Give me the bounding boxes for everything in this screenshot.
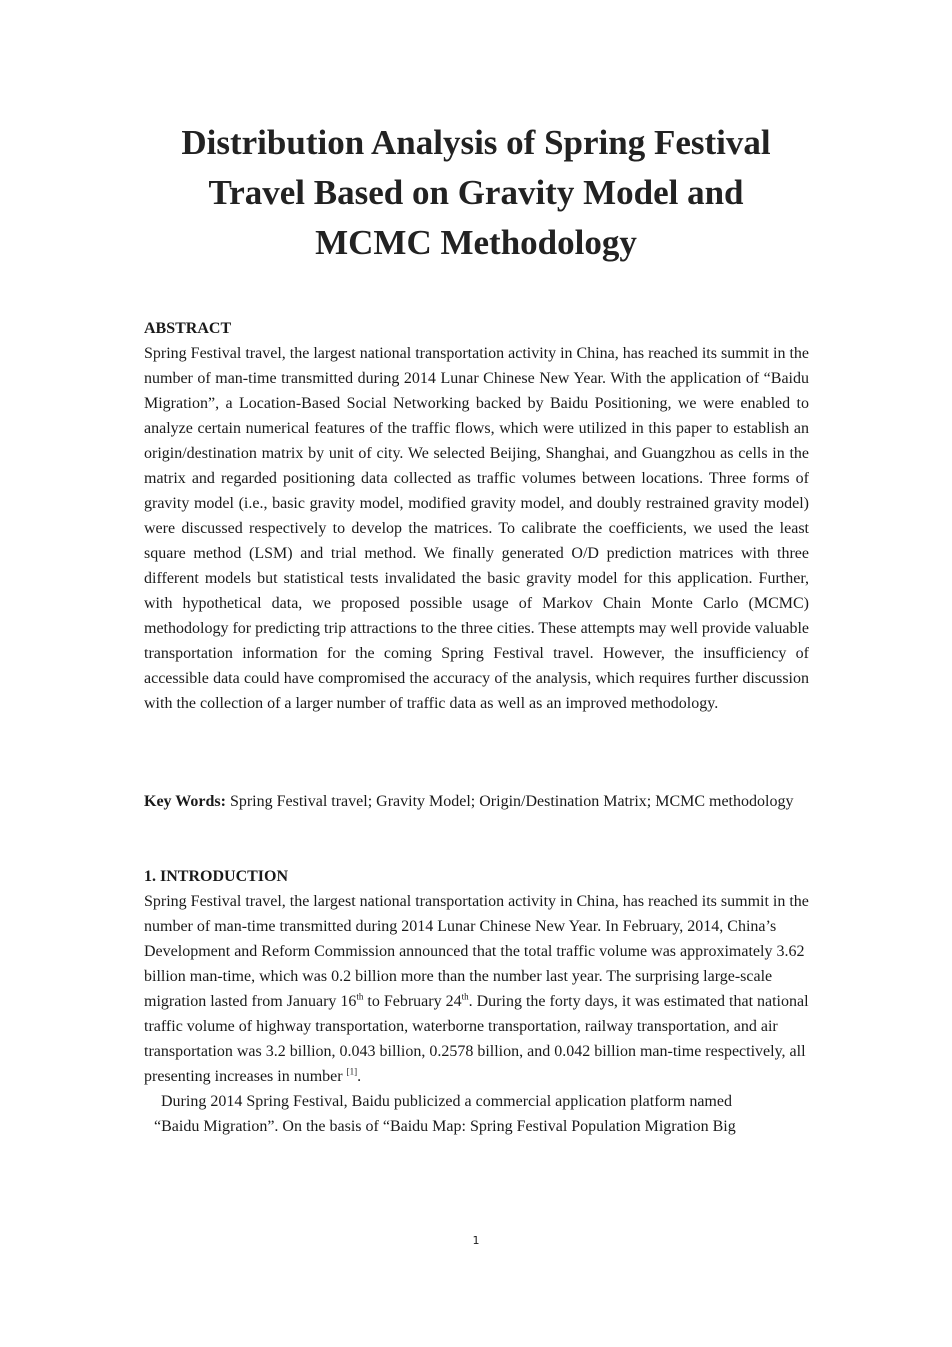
introduction-paragraph-2 xyxy=(144,1089,809,1139)
title-line-1: Distribution Analysis of Spring Festival xyxy=(181,123,771,162)
paper-title xyxy=(0,118,952,268)
abstract-heading: ABSTRACT xyxy=(144,320,232,337)
intro-p2-line-2: “Baidu Migration”. On the basis of “Baidu Map: Spring Festival Population Migration Big xyxy=(154,1118,736,1135)
introduction-section xyxy=(144,864,809,1139)
abstract-section xyxy=(144,316,809,716)
keywords-section xyxy=(144,789,809,814)
citation-reference[interactable]: [1] xyxy=(346,1066,358,1077)
introduction-paragraph-1 xyxy=(144,889,809,1089)
keywords-paragraph xyxy=(144,789,809,814)
intro-text-d: . xyxy=(357,1068,362,1085)
intro-superscript-1: th xyxy=(356,991,364,1002)
intro-text-a: Spring Festival travel, the largest national transportation activity in China, has reached its summit in the number of man-time transmitted during 2014 Lunar Chinese New Year. In February, 2014, China’s Development and Reform Commission announced that the total traffic volume was approximately 3.62 billion man-time, which was 0.2 billion more than the number last year. The surprising large-scale migration lasted from January 16 xyxy=(144,893,809,1010)
page-number: 1 xyxy=(472,1234,480,1247)
title-line-3: MCMC Methodology xyxy=(315,223,637,262)
keywords-text: Spring Festival travel; Gravity Model; Origin/Destination Matrix; MCMC methodology xyxy=(225,793,794,810)
abstract-text: Spring Festival travel, the largest national transportation activity in China, has reached its summit in the number of man-time transmitted during 2014 Lunar Chinese New Year. With the application of “Baidu Migration”, a Location-Based Social Networking backed by Baidu Positioning, we were enabled to analyze certain numerical features of the traffic flows, which were utilized in this paper to establish an origin/destination matrix by unit of city. We selected Beijing, Shanghai, and Guangzhou as cells in the matrix and regarded positioning data collected as traffic volumes between locations. Three forms of gravity model (i.e., basic gravity model, modified gravity model, and doubly restrained gravity model) were discussed respectively to develop the matrices. To calibrate the coefficients, we used the least square method (LSM) and trial method. We finally generated O/D prediction matrices with three different models but statistical tests invalidated the basic gravity model for this application. Further, with hypothetical data, we proposed possible usage of Markov Chain Monte Carlo (MCMC) methodology for predicting trip attractions to the three cities. These attempts may well provide valuable transportation information for the coming Spring Festival travel. However, the insufficiency of accessible data could have compromised the accuracy of the analysis, which requires further discussion with the collection of a larger number of traffic data as well as an improved methodology. xyxy=(144,345,809,712)
introduction-heading: 1. INTRODUCTION xyxy=(144,868,289,885)
intro-text-b: to February 24 xyxy=(363,993,462,1010)
intro-p2-line-1: During 2014 Spring Festival, Baidu publicized a commercial application platform named xyxy=(161,1093,732,1110)
title-line-2: Travel Based on Gravity Model and xyxy=(208,173,744,212)
keywords-label: Key Words: xyxy=(144,793,226,810)
intro-text-c: . During the forty days, it was estimated that national traffic volume of highway transportation, waterborne transportation, railway transportation, and air transportation was 3.2 billion, 0.043 billion, 0.2578 billion, and 0.042 billion man-time respectively, all presenting increases in number xyxy=(144,993,809,1085)
intro-superscript-2: th xyxy=(461,991,469,1002)
